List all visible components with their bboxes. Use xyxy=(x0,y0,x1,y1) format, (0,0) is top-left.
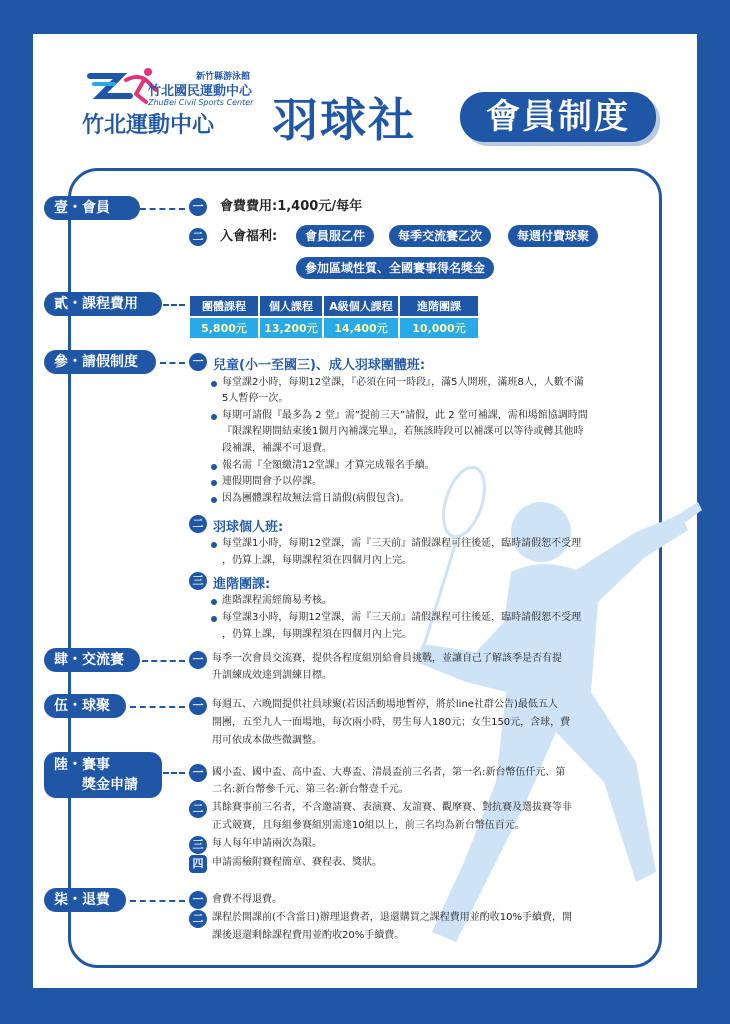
number-badge: 二 xyxy=(189,910,207,928)
refund-text: 課後退還剩餘課程費用並酌收20%手續費。 xyxy=(212,930,405,941)
benefit-pill: 每季交流賽乙次 xyxy=(389,225,491,247)
exchange-text: 升訓練成效達到訓練目標。 xyxy=(212,670,332,681)
number-badge: 一 xyxy=(189,891,207,909)
rule-item-cont: 5人暫停一次。 xyxy=(222,393,289,404)
rule-item: 每期可請假『最多為 2 堂』需”提前三天”請假，此 2 堂可補課，需和場館協調時間 xyxy=(210,408,588,425)
fee-value: 13,200元 xyxy=(260,318,322,338)
benefit-pill: 每週付費球聚 xyxy=(508,225,598,247)
fee-header: 個人課程 xyxy=(260,296,322,316)
dash-connector xyxy=(130,208,185,210)
rule-item: 因為團體課程故無法當日請假(病假包含)。 xyxy=(210,491,410,508)
section-label-prize-line2: 獎金申請 xyxy=(82,777,138,793)
group-class-title: 兒童(小一至國三)、成人羽球團體班: xyxy=(213,358,426,373)
rule-item-cont: 『限課程期間結束後1個月內補課完畢』，若無該時段可以補課可以等待或轉其他時 xyxy=(222,426,584,437)
fee-header: A級個人課程 xyxy=(324,296,398,316)
dash-connector xyxy=(163,772,185,774)
dash-connector xyxy=(130,900,185,902)
rule-item: 連假期間會予以停課。 xyxy=(210,474,322,491)
fee-value: 10,000元 xyxy=(400,318,478,338)
rule-item: 進階課程需經簡易考核。 xyxy=(210,593,332,610)
venue-name: 新竹縣游泳館 xyxy=(196,72,251,82)
rule-item: 每堂課3小時，每期12堂課，需『三天前』請假課程可往後延，臨時請假恕不受理 xyxy=(210,610,581,627)
benefit-pill: 參加區域性質、全國賽事得名獎金 xyxy=(296,257,494,279)
prize-text: 正式競賽，且每組參賽組別需達10組以上，前三名均為新台幣伍百元。 xyxy=(212,820,525,831)
section-label-exchange: 肆・交流賽 xyxy=(44,648,140,672)
rule-item: 每堂課1小時，每期12堂課，需『三天前』請假課程可往後延，臨時請假恕不受理 xyxy=(210,536,581,553)
benefit-label: 入會福利: xyxy=(220,229,278,244)
number-badge: 二 xyxy=(189,800,207,818)
page-title: 羽球社 xyxy=(272,93,416,147)
advanced-class-title: 進階團課: xyxy=(213,577,271,592)
center-name-en: ZhuBei Civil Sports Center xyxy=(148,98,254,107)
number-badge: 四 xyxy=(189,855,207,873)
section-label-meetup: 伍・球聚 xyxy=(44,694,126,718)
number-badge: 一 xyxy=(189,764,207,782)
meetup-text: 用可依成本做些微調整。 xyxy=(212,735,322,746)
prize-text: 申請需檢附賽程簡章、賽程表、獎狀。 xyxy=(212,857,382,868)
number-badge: 一 xyxy=(189,697,207,715)
fee-value: 5,800元 xyxy=(190,318,258,338)
dash-connector xyxy=(160,362,185,364)
section-label-refund: 柒・退費 xyxy=(44,888,126,912)
exchange-text: 每季一次會員交流賽，提供各程度組別給會員挑戰，並讓自己了解該季是否有提 xyxy=(212,653,562,664)
prize-text: 二名:新台幣參千元、第三名:新台幣壹千元。 xyxy=(212,784,409,795)
number-badge: 三 xyxy=(189,836,207,854)
rule-item-cont: 段補課，補課不可退費。 xyxy=(222,443,332,454)
number-badge: 三 xyxy=(189,572,207,590)
rule-item: 報名需『全額繳清12堂課』才算完成報名手續。 xyxy=(210,458,435,475)
dash-connector xyxy=(163,304,185,306)
center-name: 竹北國民運動中心 xyxy=(148,84,253,99)
rule-item-cont: ，仍算上課，每期課程須在四個月內上完。 xyxy=(222,629,412,640)
number-badge: 一 xyxy=(189,353,207,371)
dash-connector xyxy=(142,660,185,662)
fee-header: 進階團課 xyxy=(400,296,478,316)
rule-item-cont: ，仍算上課，每期課程須在四個月內上完。 xyxy=(222,555,412,566)
prize-text: 國小盃、國中盃、高中盃、大專盃、清晨盃前三名者，第一名:新台幣伍仟元、第 xyxy=(212,767,566,778)
meetup-text: 開團，五至九人一面場地，每次兩小時，男生每人180元；女生150元，含球，費 xyxy=(212,717,571,728)
number-badge: 一 xyxy=(189,198,207,216)
number-badge: 一 xyxy=(189,651,207,669)
private-class-title: 羽球個人班: xyxy=(213,520,284,535)
benefit-pill: 會員服乙件 xyxy=(296,225,374,247)
rule-item: 每堂課2小時，每期12堂課，『必須在同一時段』，滿5人開班，滿班8人，人數不滿 xyxy=(210,375,584,392)
prize-text: 每人每年申請兩次為限。 xyxy=(212,838,322,849)
fee-value: 14,400元 xyxy=(324,318,398,338)
refund-text: 會費不得退費。 xyxy=(212,894,282,905)
number-badge: 二 xyxy=(189,228,207,246)
dash-connector xyxy=(130,706,185,708)
number-badge: 二 xyxy=(189,515,207,533)
prize-text: 其餘賽事前三名者，不含邀請賽、表演賽、友誼賽、觀摩賽、對抗賽及選拔賽等非 xyxy=(212,802,572,813)
membership-fee: 會費費用:1,400元/每年 xyxy=(220,199,363,214)
section-label-prize xyxy=(44,752,162,798)
section-label-member: 壹・會員 xyxy=(44,196,140,220)
brand-name: 竹北運動中心 xyxy=(82,113,215,138)
refund-text: 課程於開課前(不含當日)辦理退費者，退還購買之課程費用並酌收10%手續費，開 xyxy=(212,912,573,923)
fee-table xyxy=(188,294,480,340)
page-subtitle: 會員制度 xyxy=(460,92,656,142)
section-label-prize-line1: 陸・賽事 xyxy=(54,757,110,773)
section-label-fees: 貳・課程費用 xyxy=(44,292,162,316)
section-label-leave: 參・請假制度 xyxy=(44,350,156,374)
fee-header: 團體課程 xyxy=(190,296,258,316)
meetup-text: 每週五、六晚間提供社員球聚(若因活動場地暫停，將於line社群公告)最低五人 xyxy=(212,699,558,710)
